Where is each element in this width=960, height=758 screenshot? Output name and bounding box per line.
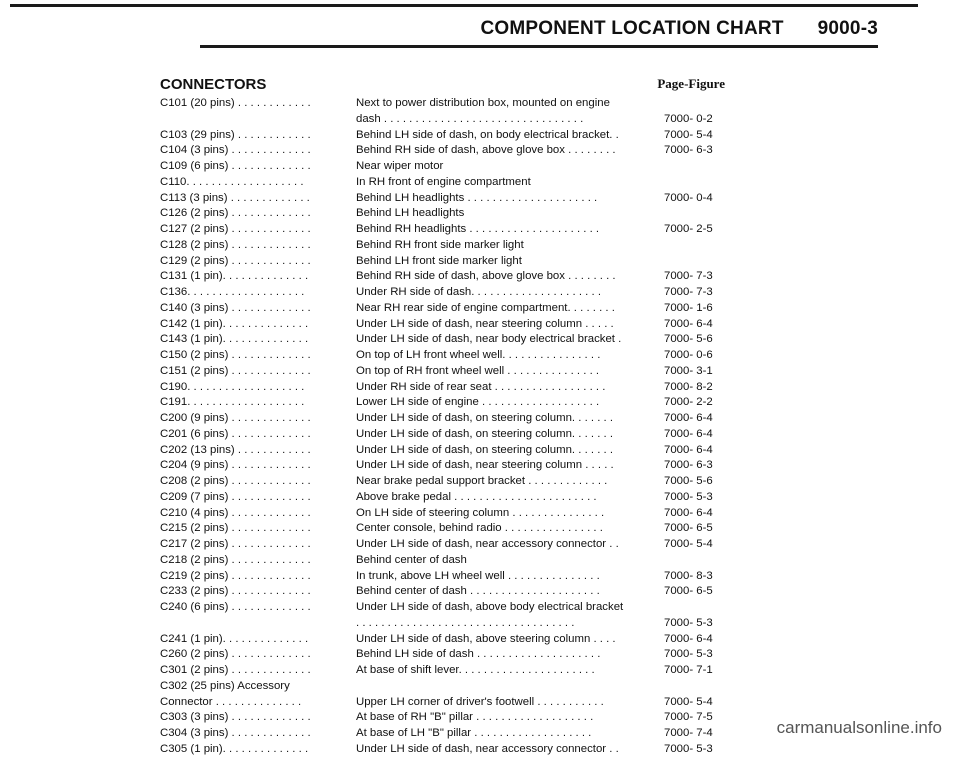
page-figure: 7000- 5-3 bbox=[664, 648, 713, 661]
table-row bbox=[160, 222, 730, 238]
page-figure: 7000- 8-3 bbox=[664, 569, 713, 582]
location-text: On top of RH front wheel well . . . . . . . . . . . . . . . bbox=[356, 364, 600, 377]
table-row bbox=[160, 175, 730, 191]
connector-id: C304 (3 pins) . . . . . . . . . . . . . bbox=[160, 727, 311, 739]
connector-id: C131 (1 pin). . . . . . . . . . . . . . bbox=[160, 270, 309, 283]
table-row bbox=[160, 285, 730, 301]
table-row bbox=[160, 506, 730, 522]
connector-table bbox=[160, 96, 730, 758]
connector-id: C104 (3 pins) . . . . . . . . . . . . . bbox=[160, 144, 311, 157]
table-row bbox=[160, 443, 730, 459]
connector-id: C219 (2 pins) . . . . . . . . . . . . . bbox=[160, 569, 311, 582]
connector-id: C204 (9 pins) . . . . . . . . . . . . . bbox=[160, 459, 311, 472]
page-title: COMPONENT LOCATION CHART bbox=[480, 18, 784, 39]
location-text: At base of shift lever. . . . . . . . . . . . . . . . . . . . . . bbox=[356, 664, 595, 676]
connector-id: C201 (6 pins) . . . . . . . . . . . . . bbox=[160, 427, 311, 440]
header-rule bbox=[200, 45, 878, 48]
location-text: Under LH side of dash, above body electrical bracket bbox=[356, 601, 624, 613]
location-text: Under LH side of dash, on steering column. . . . . . . bbox=[356, 412, 614, 424]
location-text: Lower LH side of engine . . . . . . . . . . . . . . . . . . . bbox=[356, 396, 600, 409]
table-row bbox=[160, 632, 730, 648]
location-text: Behind RH side of dash, above glove box . . . . . . . . bbox=[356, 270, 616, 283]
location-text: At base of RH "B" pillar . . . . . . . . . . . . . . . . . . . bbox=[356, 711, 594, 724]
connector-id: C305 (1 pin). . . . . . . . . . . . . . bbox=[160, 742, 309, 755]
connector-id: C303 (3 pins) . . . . . . . . . . . . . bbox=[160, 711, 311, 724]
connector-id: C202 (13 pins) . . . . . . . . . . . . bbox=[160, 443, 311, 456]
connector-id: C126 (2 pins) . . . . . . . . . . . . . bbox=[160, 207, 311, 220]
location-text: Under LH side of dash, near steering column . . . . . bbox=[356, 317, 614, 330]
connector-id: C129 (2 pins) . . . . . . . . . . . . . bbox=[160, 254, 311, 267]
location-text: Behind RH headlights . . . . . . . . . . . . . . . . . . . . . bbox=[356, 223, 600, 235]
location-text: Under LH side of dash, near steering column . . . . . bbox=[356, 459, 614, 472]
connector-id: C140 (3 pins) . . . . . . . . . . . . . bbox=[160, 301, 311, 314]
page-figure: 7000- 5-4 bbox=[664, 128, 713, 141]
page-figure: 7000- 2-2 bbox=[664, 396, 713, 409]
connector-id: C241 (1 pin). . . . . . . . . . . . . . bbox=[160, 632, 309, 645]
section-heading: CONNECTORS bbox=[160, 76, 267, 93]
location-text: Center console, behind radio . . . . . . . . . . . . . . . . bbox=[356, 522, 603, 535]
location-text: Under LH side of dash, on steering column. . . . . . . bbox=[356, 443, 614, 456]
connector-id: C209 (7 pins) . . . . . . . . . . . . . bbox=[160, 490, 311, 503]
table-row bbox=[160, 301, 730, 317]
table-row bbox=[160, 647, 730, 663]
location-text: Behind center of dash bbox=[356, 553, 467, 566]
location-text: Behind LH side of dash . . . . . . . . . . . . . . . . . . . . bbox=[356, 648, 601, 661]
table-row bbox=[160, 269, 730, 285]
connector-id: C260 (2 pins) . . . . . . . . . . . . . bbox=[160, 648, 311, 661]
connector-id: C191. . . . . . . . . . . . . . . . . . . bbox=[160, 396, 305, 409]
page-figure: 7000- 6-5 bbox=[664, 522, 713, 535]
table-row bbox=[160, 474, 730, 490]
page-figure: 7000- 7-3 bbox=[664, 286, 713, 298]
connector-id: C218 (2 pins) . . . . . . . . . . . . . bbox=[160, 553, 311, 566]
page-figure: 7000- 7-3 bbox=[664, 270, 713, 283]
page-figure bbox=[658, 679, 730, 695]
table-row bbox=[160, 600, 730, 616]
watermark: carmanualsonline.info bbox=[776, 718, 942, 737]
page-figure: 7000- 5-4 bbox=[664, 538, 713, 550]
page-figure: 7000- 6-4 bbox=[664, 317, 713, 330]
table-row bbox=[160, 679, 730, 695]
connector-id: C302 (25 pins) Accessory bbox=[160, 679, 290, 692]
table-row bbox=[160, 616, 730, 632]
location-text: On top of LH front wheel well. . . . . . . . . . . . . . . . bbox=[356, 349, 601, 361]
table-row bbox=[160, 254, 730, 270]
table-row bbox=[160, 395, 730, 411]
page-figure: 7000- 1-6 bbox=[664, 301, 713, 314]
connector-id: C210 (4 pins) . . . . . . . . . . . . . bbox=[160, 506, 311, 519]
page-figure: 7000- 0-6 bbox=[664, 349, 713, 361]
table-row bbox=[160, 112, 730, 128]
location-text: . . . . . . . . . . . . . . . . . . . . . . . . . . . . . . . . . . . bbox=[356, 616, 575, 629]
location-text: Behind LH front side marker light bbox=[356, 254, 522, 267]
connector-id: C128 (2 pins) . . . . . . . . . . . . . bbox=[160, 238, 311, 251]
connector-id: C150 (2 pins) . . . . . . . . . . . . . bbox=[160, 349, 311, 361]
connector-id: C110. . . . . . . . . . . . . . . . . . . bbox=[160, 175, 304, 188]
table-row bbox=[160, 191, 730, 207]
table-row bbox=[160, 96, 730, 112]
location-text: Under LH side of dash, on steering column. . . . . . . bbox=[356, 427, 614, 440]
page-figure: 7000- 7-5 bbox=[664, 711, 713, 724]
table-row bbox=[160, 726, 730, 742]
page-figure: 7000- 6-4 bbox=[664, 632, 713, 645]
page-header bbox=[470, 18, 878, 40]
connector-id: C217 (2 pins) . . . . . . . . . . . . . bbox=[160, 538, 311, 550]
location-text: Near wiper motor bbox=[356, 160, 444, 172]
connector-id: C233 (2 pins) . . . . . . . . . . . . . bbox=[160, 585, 311, 598]
page-figure bbox=[658, 254, 730, 270]
page-figure: 7000- 0-2 bbox=[664, 112, 713, 125]
page-figure: 7000- 5-6 bbox=[664, 333, 713, 346]
location-text: dash . . . . . . . . . . . . . . . . . . . . . . . . . . . . . . . . bbox=[356, 112, 584, 125]
connector-id: C143 (1 pin). . . . . . . . . . . . . . bbox=[160, 333, 309, 346]
page-figure: 7000- 0-4 bbox=[664, 191, 713, 204]
table-row bbox=[160, 553, 730, 569]
location-text: Near RH rear side of engine compartment. . . . . . . . bbox=[356, 301, 615, 314]
page-figure: 7000- 5-3 bbox=[664, 616, 713, 629]
location-text: Under LH side of dash, above steering column . . . . bbox=[356, 632, 616, 645]
table-row bbox=[160, 458, 730, 474]
location-text: Behind LH headlights bbox=[356, 207, 465, 220]
page-figure: 7000- 6-4 bbox=[664, 427, 713, 440]
connector-id: C301 (2 pins) . . . . . . . . . . . . . bbox=[160, 664, 311, 676]
location-text: Behind LH headlights . . . . . . . . . . . . . . . . . . . . . bbox=[356, 191, 598, 204]
table-row bbox=[160, 663, 730, 679]
table-row bbox=[160, 490, 730, 506]
location-text: Behind RH front side marker light bbox=[356, 238, 524, 251]
location-text: Next to power distribution box, mounted on engine bbox=[356, 97, 610, 109]
location-text: Under LH side of dash, near accessory connector . . bbox=[356, 538, 619, 550]
connector-id: C200 (9 pins) . . . . . . . . . . . . . bbox=[160, 412, 311, 424]
location-text: Above brake pedal . . . . . . . . . . . . . . . . . . . . . . . bbox=[356, 490, 597, 503]
table-row bbox=[160, 710, 730, 726]
page-figure: 7000- 6-3 bbox=[664, 459, 713, 472]
location-text: Under LH side of dash, near body electrical bracket . bbox=[356, 333, 622, 346]
location-text bbox=[352, 679, 658, 695]
page-figure: 7000- 5-3 bbox=[664, 490, 713, 503]
location-text: Behind RH side of dash, above glove box . . . . . . . . bbox=[356, 144, 616, 157]
page-figure: 7000- 6-4 bbox=[664, 506, 713, 519]
page-figure: 7000- 2-5 bbox=[664, 223, 713, 235]
connector-id: C103 (29 pins) . . . . . . . . . . . . bbox=[160, 128, 311, 141]
location-text: Behind center of dash . . . . . . . . . . . . . . . . . . . . . bbox=[356, 585, 600, 598]
table-row bbox=[160, 332, 730, 348]
page-figure: 7000- 7-4 bbox=[664, 727, 713, 739]
table-row bbox=[160, 159, 730, 175]
location-text: Upper LH corner of driver's footwell . . . . . . . . . . . bbox=[356, 695, 604, 708]
page-number: 9000-3 bbox=[817, 18, 878, 39]
table-row bbox=[160, 584, 730, 600]
table-row bbox=[160, 695, 730, 711]
page-figure: 7000- 6-3 bbox=[664, 144, 713, 157]
page-figure: 7000- 6-4 bbox=[664, 443, 713, 456]
page-figure: 7000- 5-3 bbox=[664, 742, 713, 755]
connector-id: Connector . . . . . . . . . . . . . . bbox=[160, 695, 302, 708]
page-figure bbox=[658, 96, 730, 112]
connector-id bbox=[160, 616, 352, 632]
table-row bbox=[160, 380, 730, 396]
page-figure bbox=[658, 600, 730, 616]
table-row bbox=[160, 521, 730, 537]
page-figure: 7000- 6-4 bbox=[664, 412, 713, 424]
location-text: At base of LH "B" pillar . . . . . . . . . . . . . . . . . . . bbox=[356, 727, 592, 739]
column-label: Page-Figure bbox=[657, 76, 725, 91]
page-figure bbox=[658, 175, 730, 191]
location-text: On LH side of steering column . . . . . . . . . . . . . . . bbox=[356, 506, 605, 519]
table-row bbox=[160, 569, 730, 585]
table-row bbox=[160, 317, 730, 333]
page-figure: 7000- 3-1 bbox=[664, 364, 713, 377]
table-row bbox=[160, 742, 730, 758]
top-rule bbox=[10, 4, 918, 7]
page-figure bbox=[658, 206, 730, 222]
connector-id: C142 (1 pin). . . . . . . . . . . . . . bbox=[160, 317, 309, 330]
table-row bbox=[160, 427, 730, 443]
table-row bbox=[160, 348, 730, 364]
table-row bbox=[160, 364, 730, 380]
page-figure: 7000- 5-4 bbox=[664, 695, 713, 708]
connector-id: C151 (2 pins) . . . . . . . . . . . . . bbox=[160, 364, 311, 377]
location-text: Behind LH side of dash, on body electrical bracket. . bbox=[356, 128, 619, 141]
connector-id: C127 (2 pins) . . . . . . . . . . . . . bbox=[160, 223, 311, 235]
connector-id: C240 (6 pins) . . . . . . . . . . . . . bbox=[160, 601, 311, 613]
connector-id: C190. . . . . . . . . . . . . . . . . . . bbox=[160, 380, 305, 393]
page-figure bbox=[658, 238, 730, 254]
location-text: In RH front of engine compartment bbox=[356, 175, 531, 188]
connector-id: C136. . . . . . . . . . . . . . . . . . . bbox=[160, 286, 305, 298]
connector-id: C215 (2 pins) . . . . . . . . . . . . . bbox=[160, 522, 311, 535]
table-row bbox=[160, 128, 730, 144]
page-figure: 7000- 6-5 bbox=[664, 585, 713, 598]
page-figure: 7000- 5-6 bbox=[664, 475, 713, 487]
location-text: Under RH side of rear seat . . . . . . . . . . . . . . . . . . bbox=[356, 380, 606, 393]
table-row bbox=[160, 411, 730, 427]
table-row bbox=[160, 238, 730, 254]
connector-id: C113 (3 pins) . . . . . . . . . . . . . bbox=[160, 191, 310, 204]
location-text: Under RH side of dash. . . . . . . . . . . . . . . . . . . . . bbox=[356, 286, 601, 298]
page-figure: 7000- 7-1 bbox=[664, 664, 713, 676]
location-text: Near brake pedal support bracket . . . . . . . . . . . . . bbox=[356, 475, 608, 487]
connector-id bbox=[160, 112, 352, 128]
page-figure: 7000- 8-2 bbox=[664, 380, 713, 393]
connector-id: C101 (20 pins) . . . . . . . . . . . . bbox=[160, 97, 311, 109]
table-row bbox=[160, 206, 730, 222]
page-figure bbox=[658, 159, 730, 175]
table-row bbox=[160, 143, 730, 159]
connector-id: C109 (6 pins) . . . . . . . . . . . . . bbox=[160, 160, 311, 172]
page-figure bbox=[658, 553, 730, 569]
location-text: Under LH side of dash, near accessory connector . . bbox=[356, 742, 619, 755]
location-text: In trunk, above LH wheel well . . . . . . . . . . . . . . . bbox=[356, 569, 600, 582]
connector-id: C208 (2 pins) . . . . . . . . . . . . . bbox=[160, 475, 311, 487]
table-row bbox=[160, 537, 730, 553]
